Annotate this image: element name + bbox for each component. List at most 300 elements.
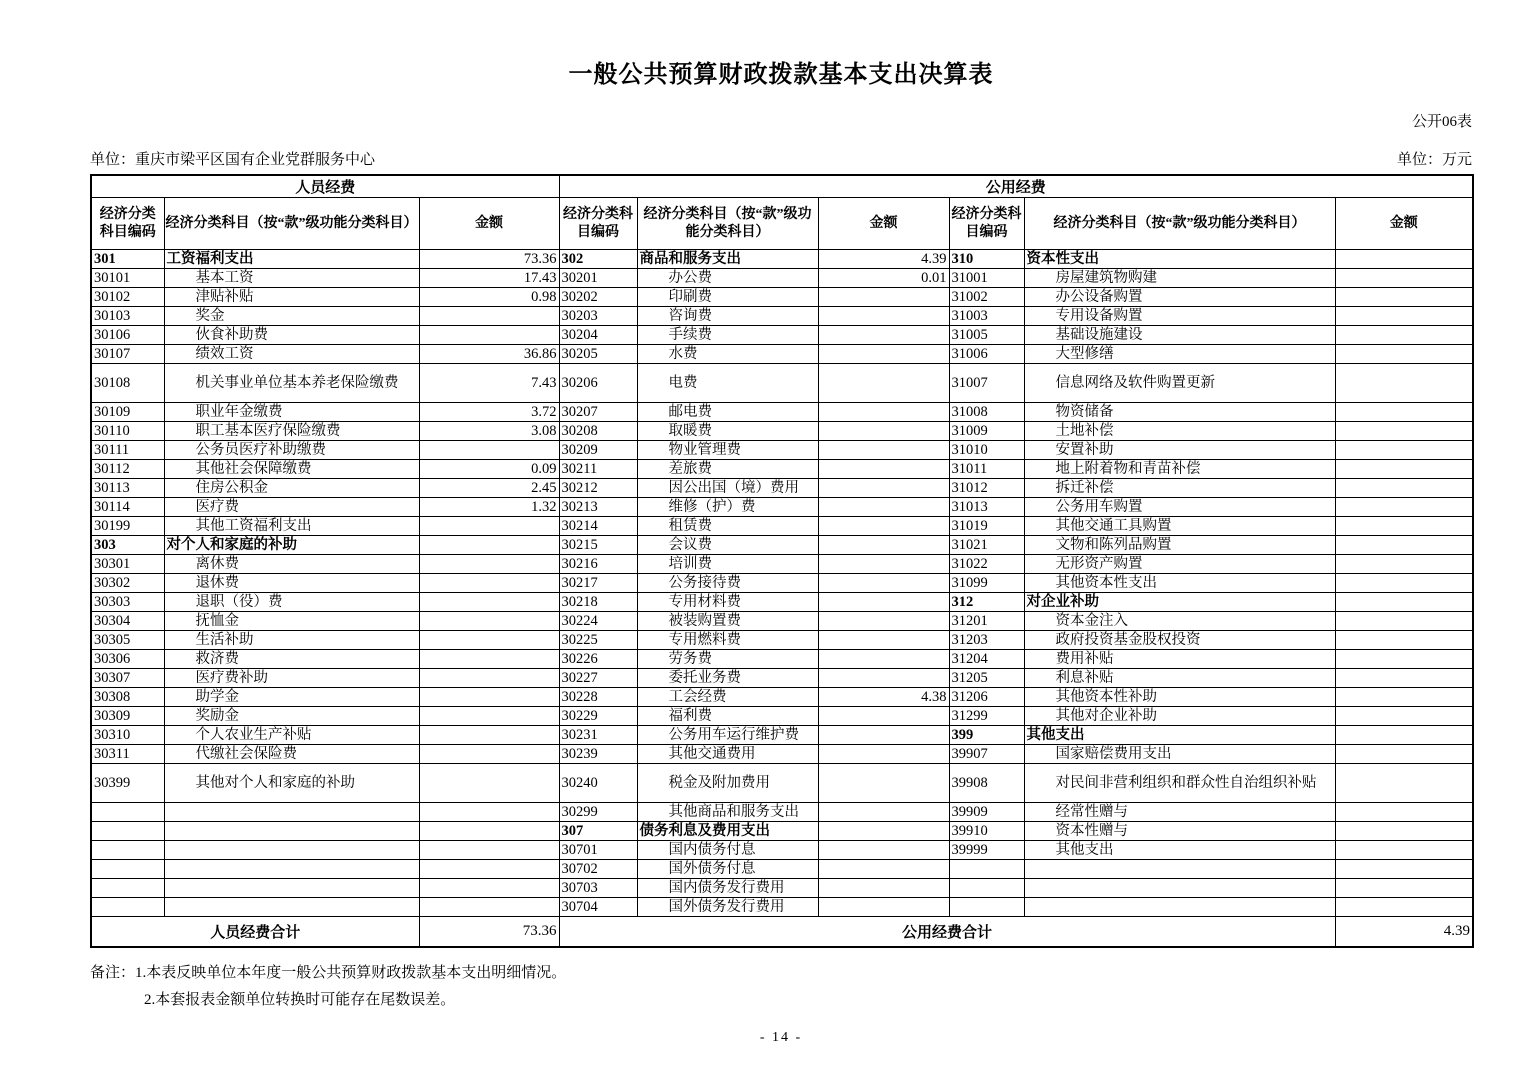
amount-cell <box>1335 650 1473 669</box>
code-cell: 30212 <box>559 479 637 498</box>
subject-cell: 维修（护）费 <box>637 498 818 517</box>
code-cell: 30229 <box>559 707 637 726</box>
subject-cell: 津贴补贴 <box>164 288 419 307</box>
code-cell: 30304 <box>91 612 164 631</box>
amount-cell <box>1335 593 1473 612</box>
subject-cell: 办公费 <box>637 269 818 288</box>
subject-cell: 资本性支出 <box>1024 250 1335 269</box>
subject-cell: 福利费 <box>637 707 818 726</box>
amount-cell <box>419 898 559 917</box>
code-cell: 31204 <box>949 650 1024 669</box>
amount-cell <box>818 288 949 307</box>
subject-cell: 税金及附加费用 <box>637 764 818 803</box>
table-row <box>91 707 1473 726</box>
code-cell <box>91 879 164 898</box>
amount-cell: 2.45 <box>419 479 559 498</box>
code-cell: 302 <box>559 250 637 269</box>
subject-cell: 国家赔偿费用支出 <box>1024 745 1335 764</box>
code-cell: 301 <box>91 250 164 269</box>
subject-cell: 其他交通工具购置 <box>1024 517 1335 536</box>
amount-cell: 3.08 <box>419 422 559 441</box>
subject-cell: 安置补助 <box>1024 441 1335 460</box>
amount-cell <box>1335 879 1473 898</box>
amount-cell <box>1335 422 1473 441</box>
amount-cell <box>419 631 559 650</box>
table-row <box>91 479 1473 498</box>
subject-cell: 退休费 <box>164 574 419 593</box>
subject-cell: 国外债务发行费用 <box>637 898 818 917</box>
subject-cell: 房屋建筑物购建 <box>1024 269 1335 288</box>
subject-cell <box>1024 898 1335 917</box>
subject-cell: 救济费 <box>164 650 419 669</box>
subject-cell: 专用材料费 <box>637 593 818 612</box>
amount-cell <box>1335 555 1473 574</box>
amount-cell <box>1335 517 1473 536</box>
code-cell <box>91 822 164 841</box>
amount-cell <box>1335 898 1473 917</box>
subject-cell: 土地补偿 <box>1024 422 1335 441</box>
subject-cell: 个人农业生产补贴 <box>164 726 419 745</box>
code-cell: 31003 <box>949 307 1024 326</box>
code-cell: 31022 <box>949 555 1024 574</box>
code-cell: 30108 <box>91 364 164 403</box>
code-cell: 39908 <box>949 764 1024 803</box>
table-row <box>91 841 1473 860</box>
subject-cell: 退职（役）费 <box>164 593 419 612</box>
subject-cell: 医疗费 <box>164 498 419 517</box>
subject-cell: 公务员医疗补助缴费 <box>164 441 419 460</box>
subject-cell: 大型修缮 <box>1024 345 1335 364</box>
subject-cell: 职业年金缴费 <box>164 403 419 422</box>
page-number: - 14 - <box>759 1030 803 1045</box>
code-cell: 30307 <box>91 669 164 688</box>
code-cell <box>91 898 164 917</box>
col-header-code: 经济分类科目编码 <box>91 198 164 250</box>
code-cell: 30214 <box>559 517 637 536</box>
amount-cell <box>1335 250 1473 269</box>
amount-cell <box>1335 364 1473 403</box>
code-cell: 30399 <box>91 764 164 803</box>
subject-cell: 离休费 <box>164 555 419 574</box>
amount-cell: 73.36 <box>419 250 559 269</box>
subject-cell: 政府投资基金股权投资 <box>1024 631 1335 650</box>
amount-cell <box>1335 803 1473 822</box>
subject-cell: 取暖费 <box>637 422 818 441</box>
table-row <box>91 669 1473 688</box>
subject-cell: 公务用车运行维护费 <box>637 726 818 745</box>
subject-cell: 工会经费 <box>637 688 818 707</box>
code-cell: 31010 <box>949 441 1024 460</box>
subject-cell <box>1024 879 1335 898</box>
column-header-row <box>91 198 1473 250</box>
subject-cell: 绩效工资 <box>164 345 419 364</box>
amount-cell <box>1335 326 1473 345</box>
amount-cell <box>1335 707 1473 726</box>
table-row <box>91 726 1473 745</box>
table-row <box>91 403 1473 422</box>
table-row <box>91 441 1473 460</box>
amount-cell <box>818 841 949 860</box>
amount-cell <box>818 460 949 479</box>
code-cell: 30207 <box>559 403 637 422</box>
code-cell: 303 <box>91 536 164 555</box>
subject-cell: 国内债务发行费用 <box>637 879 818 898</box>
subject-cell: 公务用车购置 <box>1024 498 1335 517</box>
subject-cell: 委托业务费 <box>637 669 818 688</box>
subject-cell: 工资福利支出 <box>164 250 419 269</box>
amount-cell <box>818 326 949 345</box>
subject-cell: 其他资本性支出 <box>1024 574 1335 593</box>
subject-cell: 培训费 <box>637 555 818 574</box>
col-header-subject: 经济分类科目（按“款”级功能分类科目） <box>637 198 818 250</box>
code-cell: 31008 <box>949 403 1024 422</box>
code-cell: 30213 <box>559 498 637 517</box>
subject-cell: 电费 <box>637 364 818 403</box>
code-cell: 30309 <box>91 707 164 726</box>
code-cell: 30702 <box>559 860 637 879</box>
subject-cell: 其他支出 <box>1024 726 1335 745</box>
table-row <box>91 574 1473 593</box>
amount-cell: 3.72 <box>419 403 559 422</box>
code-cell: 30217 <box>559 574 637 593</box>
code-cell <box>949 879 1024 898</box>
amount-cell <box>1335 403 1473 422</box>
subject-cell: 代缴社会保险费 <box>164 745 419 764</box>
amount-cell <box>1335 764 1473 803</box>
subject-cell: 印刷费 <box>637 288 818 307</box>
code-cell: 30305 <box>91 631 164 650</box>
totals-row <box>91 917 1473 948</box>
subject-cell: 生活补助 <box>164 631 419 650</box>
subject-cell <box>164 803 419 822</box>
code-cell: 31021 <box>949 536 1024 555</box>
subject-cell: 债务利息及费用支出 <box>637 822 818 841</box>
code-cell: 30231 <box>559 726 637 745</box>
amount-cell <box>419 745 559 764</box>
amount-cell <box>818 898 949 917</box>
amount-cell <box>818 498 949 517</box>
code-cell: 30206 <box>559 364 637 403</box>
subject-cell: 奖金 <box>164 307 419 326</box>
code-cell: 30209 <box>559 441 637 460</box>
code-cell: 31005 <box>949 326 1024 345</box>
code-cell: 39999 <box>949 841 1024 860</box>
code-cell: 30203 <box>559 307 637 326</box>
subject-cell: 抚恤金 <box>164 612 419 631</box>
amount-cell <box>1335 288 1473 307</box>
amount-cell <box>1335 479 1473 498</box>
code-cell: 31201 <box>949 612 1024 631</box>
subject-cell: 其他工资福利支出 <box>164 517 419 536</box>
amount-cell <box>818 650 949 669</box>
code-cell: 30302 <box>91 574 164 593</box>
code-cell <box>949 898 1024 917</box>
subject-cell: 物资储备 <box>1024 403 1335 422</box>
subject-cell: 住房公积金 <box>164 479 419 498</box>
subject-cell <box>164 860 419 879</box>
document-page <box>90 0 1472 1046</box>
amount-cell <box>1335 460 1473 479</box>
table-row <box>91 822 1473 841</box>
subject-cell: 其他对企业补助 <box>1024 707 1335 726</box>
table-row <box>91 898 1473 917</box>
amount-cell <box>419 441 559 460</box>
subject-cell: 物业管理费 <box>637 441 818 460</box>
code-cell: 31011 <box>949 460 1024 479</box>
subject-cell: 会议费 <box>637 536 818 555</box>
code-cell: 31007 <box>949 364 1024 403</box>
amount-cell <box>818 764 949 803</box>
code-cell: 30211 <box>559 460 637 479</box>
code-cell: 31203 <box>949 631 1024 650</box>
subject-cell: 助学金 <box>164 688 419 707</box>
col-header-amount: 金额 <box>818 198 949 250</box>
table-row <box>91 593 1473 612</box>
table-row <box>91 498 1473 517</box>
table-row <box>91 422 1473 441</box>
amount-cell <box>818 574 949 593</box>
amount-cell <box>1335 574 1473 593</box>
col-header-code: 经济分类科目编码 <box>949 198 1024 250</box>
code-cell: 30103 <box>91 307 164 326</box>
subject-cell: 其他社会保障缴费 <box>164 460 419 479</box>
amount-cell: 4.38 <box>818 688 949 707</box>
subject-cell: 其他商品和服务支出 <box>637 803 818 822</box>
code-cell <box>91 803 164 822</box>
subject-cell: 对个人和家庭的补助 <box>164 536 419 555</box>
code-cell: 30106 <box>91 326 164 345</box>
code-cell: 30112 <box>91 460 164 479</box>
col-header-subject: 经济分类科目（按“款”级功能分类科目） <box>1024 198 1335 250</box>
code-cell: 30225 <box>559 631 637 650</box>
amount-cell: 17.43 <box>419 269 559 288</box>
code-cell: 307 <box>559 822 637 841</box>
amount-cell <box>818 403 949 422</box>
code-cell: 30239 <box>559 745 637 764</box>
table-row <box>91 269 1473 288</box>
amount-cell: 0.98 <box>419 288 559 307</box>
subject-cell: 专用设备购置 <box>1024 307 1335 326</box>
amount-cell <box>419 803 559 822</box>
amount-cell <box>1335 498 1473 517</box>
subject-cell: 手续费 <box>637 326 818 345</box>
amount-cell <box>818 707 949 726</box>
col-header-amount: 金额 <box>419 198 559 250</box>
unit-currency: 单位：万元 <box>1396 152 1472 168</box>
page-title: 一般公共预算财政拨款基本支出决算表 <box>568 62 994 88</box>
table-row <box>91 879 1473 898</box>
code-cell: 30227 <box>559 669 637 688</box>
amount-cell <box>818 307 949 326</box>
amount-cell <box>818 593 949 612</box>
code-cell: 39910 <box>949 822 1024 841</box>
code-cell: 30216 <box>559 555 637 574</box>
amount-cell <box>1335 269 1473 288</box>
subject-cell: 基本工资 <box>164 269 419 288</box>
subject-cell <box>1024 860 1335 879</box>
group-header-public: 公用经费 <box>559 175 1473 198</box>
table-row <box>91 555 1473 574</box>
code-cell: 31012 <box>949 479 1024 498</box>
code-cell: 31013 <box>949 498 1024 517</box>
form-label: 公开06表 <box>1411 114 1472 130</box>
amount-cell <box>1335 536 1473 555</box>
subject-cell: 奖励金 <box>164 707 419 726</box>
code-cell: 31001 <box>949 269 1024 288</box>
amount-cell <box>419 688 559 707</box>
subject-cell: 资本性赠与 <box>1024 822 1335 841</box>
subject-cell: 咨询费 <box>637 307 818 326</box>
code-cell: 30224 <box>559 612 637 631</box>
code-cell: 30704 <box>559 898 637 917</box>
subject-cell: 资本金注入 <box>1024 612 1335 631</box>
code-cell <box>91 860 164 879</box>
code-cell: 30205 <box>559 345 637 364</box>
subject-cell <box>164 879 419 898</box>
amount-cell <box>818 422 949 441</box>
note-line-2: 2.本套报表金额单位转换时可能存在尾数误差。 <box>144 992 456 1008</box>
code-cell: 31205 <box>949 669 1024 688</box>
group-header-row <box>91 175 1473 198</box>
amount-cell <box>1335 841 1473 860</box>
amount-cell <box>419 593 559 612</box>
amount-cell <box>1335 441 1473 460</box>
amount-cell <box>1335 307 1473 326</box>
table-row <box>91 364 1473 403</box>
code-cell: 310 <box>949 250 1024 269</box>
table-row <box>91 745 1473 764</box>
amount-cell <box>1335 631 1473 650</box>
code-cell: 31019 <box>949 517 1024 536</box>
subject-cell: 利息补贴 <box>1024 669 1335 688</box>
group-header-personnel: 人员经费 <box>91 175 559 198</box>
table-row <box>91 536 1473 555</box>
code-cell: 30111 <box>91 441 164 460</box>
subject-cell: 差旅费 <box>637 460 818 479</box>
code-cell: 30303 <box>91 593 164 612</box>
subject-cell: 拆迁补偿 <box>1024 479 1335 498</box>
table-row <box>91 612 1473 631</box>
amount-cell <box>1335 612 1473 631</box>
subject-cell <box>164 841 419 860</box>
code-cell: 30204 <box>559 326 637 345</box>
code-cell: 30215 <box>559 536 637 555</box>
amount-cell <box>419 860 559 879</box>
code-cell: 30102 <box>91 288 164 307</box>
code-cell: 30308 <box>91 688 164 707</box>
amount-cell <box>818 536 949 555</box>
subject-cell: 办公设备购置 <box>1024 288 1335 307</box>
table-row <box>91 803 1473 822</box>
code-cell: 30202 <box>559 288 637 307</box>
amount-cell: 7.43 <box>419 364 559 403</box>
amount-cell <box>818 517 949 536</box>
amount-cell <box>818 745 949 764</box>
code-cell: 39909 <box>949 803 1024 822</box>
unit-row <box>90 148 1472 169</box>
amount-cell <box>419 669 559 688</box>
table-row <box>91 517 1473 536</box>
amount-cell <box>818 631 949 650</box>
amount-cell <box>818 726 949 745</box>
code-cell: 30306 <box>91 650 164 669</box>
code-cell: 312 <box>949 593 1024 612</box>
subject-cell: 公务接待费 <box>637 574 818 593</box>
col-header-amount: 金额 <box>1335 198 1473 250</box>
notes <box>90 960 1472 1014</box>
subject-cell: 无形资产购置 <box>1024 555 1335 574</box>
amount-cell <box>419 841 559 860</box>
code-cell: 39907 <box>949 745 1024 764</box>
code-cell: 30199 <box>91 517 164 536</box>
subject-cell: 医疗费补助 <box>164 669 419 688</box>
amount-cell <box>419 555 559 574</box>
subject-cell: 对民间非营利组织和群众性自治组织补贴 <box>1024 764 1335 803</box>
amount-cell <box>818 860 949 879</box>
code-cell: 30109 <box>91 403 164 422</box>
table-row <box>91 688 1473 707</box>
amount-cell <box>1335 745 1473 764</box>
amount-cell <box>1335 345 1473 364</box>
subject-cell: 租赁费 <box>637 517 818 536</box>
subject-cell: 机关事业单位基本养老保险缴费 <box>164 364 419 403</box>
subject-cell: 对企业补助 <box>1024 593 1335 612</box>
subject-cell: 职工基本医疗保险缴费 <box>164 422 419 441</box>
subject-cell: 伙食补助费 <box>164 326 419 345</box>
code-cell: 30201 <box>559 269 637 288</box>
code-cell: 30113 <box>91 479 164 498</box>
subject-cell: 其他支出 <box>1024 841 1335 860</box>
code-cell: 30703 <box>559 879 637 898</box>
code-cell: 31009 <box>949 422 1024 441</box>
code-cell <box>949 860 1024 879</box>
amount-cell: 0.01 <box>818 269 949 288</box>
budget-table <box>90 174 1474 948</box>
table-row <box>91 460 1473 479</box>
code-cell: 30301 <box>91 555 164 574</box>
subject-cell <box>164 822 419 841</box>
amount-cell <box>818 879 949 898</box>
subject-cell: 经常性赠与 <box>1024 803 1335 822</box>
subject-cell: 其他对个人和家庭的补助 <box>164 764 419 803</box>
amount-cell <box>419 326 559 345</box>
subject-cell: 水费 <box>637 345 818 364</box>
code-cell: 30110 <box>91 422 164 441</box>
amount-cell <box>419 879 559 898</box>
code-cell: 30228 <box>559 688 637 707</box>
table-row <box>91 764 1473 803</box>
amount-cell <box>818 822 949 841</box>
amount-cell <box>818 345 949 364</box>
amount-cell <box>419 726 559 745</box>
amount-cell <box>419 574 559 593</box>
table-row <box>91 326 1473 345</box>
code-cell <box>91 841 164 860</box>
amount-cell: 36.86 <box>419 345 559 364</box>
amount-cell <box>1335 669 1473 688</box>
amount-cell <box>1335 860 1473 879</box>
code-cell: 30226 <box>559 650 637 669</box>
subject-cell: 基础设施建设 <box>1024 326 1335 345</box>
subject-cell <box>164 898 419 917</box>
table-row <box>91 860 1473 879</box>
total-label-personnel: 人员经费合计 <box>91 917 419 948</box>
subject-cell: 其他资本性补助 <box>1024 688 1335 707</box>
table-row <box>91 250 1473 269</box>
subject-cell: 因公出国（境）费用 <box>637 479 818 498</box>
amount-cell <box>419 764 559 803</box>
unit-name: 单位：重庆市梁平区国有企业党群服务中心 <box>90 152 376 168</box>
